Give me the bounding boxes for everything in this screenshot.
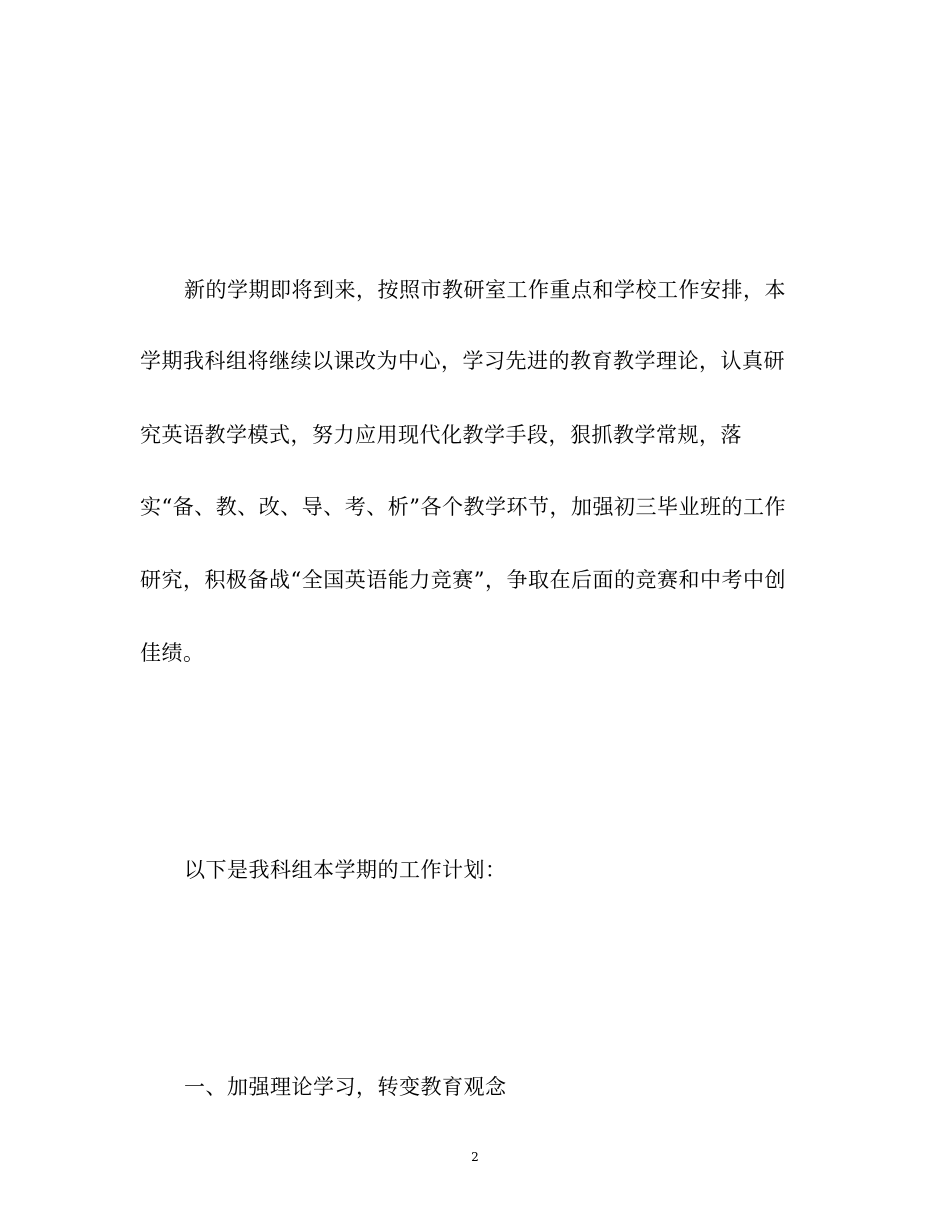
- intro-paragraph-line-4: 实“备、教、改、导、考、析”各个教学环节，加强初三毕业班的工作: [140, 495, 786, 519]
- page-number: 2: [471, 1150, 479, 1164]
- intro-paragraph-line-5: 研究，积极备战“全国英语能力竞赛”，争取在后面的竞赛和中考中创: [140, 568, 786, 592]
- section-heading: 一、加强理论学习，转变教育观念: [184, 1075, 507, 1099]
- intro-paragraph-line-1: 新的学期即将到来，按照市教研室工作重点和学校工作安排，本: [184, 278, 786, 302]
- plan-intro-text: 以下是我科组本学期的工作计划：: [184, 858, 507, 882]
- intro-paragraph-line-6: 佳绩。: [140, 641, 205, 665]
- intro-paragraph-line-3: 究英语教学模式，努力应用现代化教学手段，狠抓教学常规，落: [140, 423, 742, 447]
- intro-paragraph-line-2: 学期我科组将继续以课改为中心，学习先进的教育教学理论，认真研: [140, 349, 785, 373]
